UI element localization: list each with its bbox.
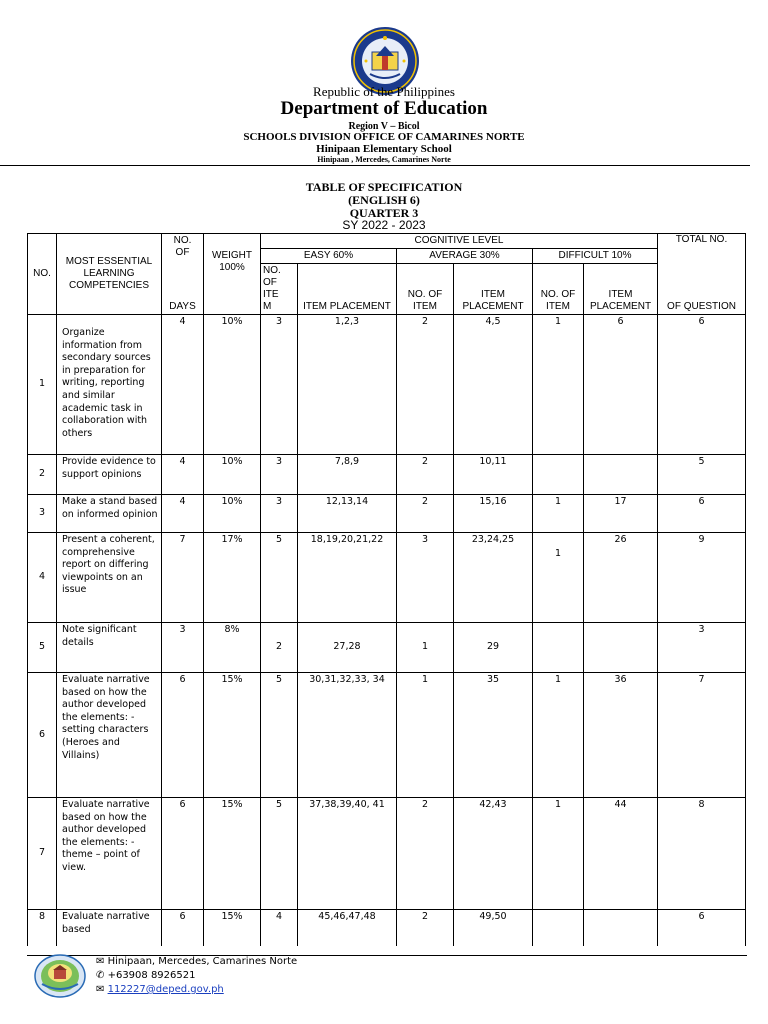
row-diff-placement — [584, 623, 658, 673]
row-avg-items: 2 — [397, 495, 454, 533]
row-days: 4 — [162, 315, 204, 455]
footer-email-link[interactable]: 112227@deped.gov.ph — [107, 984, 224, 995]
row-easy-placement: 30,31,32,33, 34 — [298, 673, 397, 798]
row-easy-placement: 27,28 — [298, 623, 397, 673]
footer-phone — [96, 970, 195, 981]
row-avg-placement: 23,24,25 — [454, 533, 533, 623]
row-total: 6 — [658, 910, 746, 946]
row-total: 9 — [658, 533, 746, 623]
col-header-diff-placement: ITEM PLACEMENT — [584, 264, 658, 315]
row-easy-items: 3 — [261, 455, 298, 495]
row-diff-placement: 44 — [584, 798, 658, 910]
row-diff-items: 1 — [533, 533, 584, 623]
row-competency: Present a coherent, comprehensive report on differing viewpoints on an issue — [57, 533, 162, 623]
col-header-weight: WEIGHT 100% — [204, 234, 261, 315]
row-easy-items: 5 — [261, 673, 298, 798]
row-avg-placement: 42,43 — [454, 798, 533, 910]
row-avg-items: 1 — [397, 673, 454, 798]
row-weight: 15% — [204, 910, 261, 946]
row-days: 4 — [162, 495, 204, 533]
row-weight: 15% — [204, 673, 261, 798]
school-year-label: SY 2022 - 2023 — [342, 218, 426, 232]
row-no: 6 — [28, 673, 57, 798]
col-header-avg-placement: ITEM PLACEMENT — [454, 264, 533, 315]
row-no: 2 — [28, 455, 57, 495]
row-competency: Note significant details — [57, 623, 162, 673]
row-avg-items: 2 — [397, 798, 454, 910]
row-days: 7 — [162, 533, 204, 623]
school-name: Hinipaan Elementary School — [316, 143, 452, 155]
row-diff-placement: 6 — [584, 315, 658, 455]
row-diff-items: 1 — [533, 673, 584, 798]
row-days: 6 — [162, 910, 204, 946]
footer-phone-text: +63908 8926521 — [107, 970, 196, 981]
row-no: 5 — [28, 623, 57, 673]
col-header-diff-items: NO. OF ITEM — [533, 264, 584, 315]
document-title: TABLE OF SPECIFICATION — [305, 180, 463, 194]
row-diff-placement: 36 — [584, 673, 658, 798]
region-label: Region V – Bicol — [348, 121, 420, 132]
col-header-days-bottom: DAYS — [169, 301, 196, 312]
row-easy-items: 4 — [261, 910, 298, 946]
department-title: Department of Education — [280, 98, 488, 119]
col-header-easy-placement: ITEM PLACEMENT — [298, 264, 397, 315]
row-avg-placement: 15,16 — [454, 495, 533, 533]
subject-label: (ENGLISH 6) — [348, 193, 420, 207]
row-weight: 15% — [204, 798, 261, 910]
row-avg-items: 2 — [397, 455, 454, 495]
row-total: 3 — [658, 623, 746, 673]
phone-icon: ✆ — [96, 970, 105, 981]
row-avg-items: 2 — [397, 910, 454, 946]
col-header-easy: EASY 60% — [261, 249, 397, 264]
row-competency: Make a stand based on informed opinion — [57, 495, 162, 533]
school-logo — [34, 954, 86, 998]
row-no: 1 — [28, 315, 57, 455]
col-header-mel: MOST ESSENTIAL LEARNING COMPETENCIES — [57, 234, 162, 315]
row-avg-placement: 4,5 — [454, 315, 533, 455]
row-avg-placement: 35 — [454, 673, 533, 798]
row-competency: Evaluate narrative based — [57, 910, 162, 946]
row-competency: Evaluate narrative based on how the author developed the elements: - setting characters (Heroes and Villains) — [57, 673, 162, 798]
row-diff-items: 1 — [533, 495, 584, 533]
row-weight: 8% — [204, 623, 261, 673]
table-row — [28, 533, 746, 623]
row-avg-items: 2 — [397, 315, 454, 455]
division-label: SCHOOLS DIVISION OFFICE OF CAMARINES NORTE — [243, 131, 525, 143]
row-diff-items: 1 — [533, 315, 584, 455]
row-easy-items: 3 — [261, 495, 298, 533]
table-row — [28, 673, 746, 798]
row-total: 6 — [658, 495, 746, 533]
row-weight: 17% — [204, 533, 261, 623]
envelope-icon: ✉ — [96, 984, 105, 995]
col-header-easy-items: NO. OF ITE M — [261, 264, 298, 315]
footer-address-text: Hinipaan, Mercedes, Camarines Norte — [107, 956, 298, 967]
table-row — [28, 495, 746, 533]
row-diff-items: 1 — [533, 798, 584, 910]
row-avg-placement: 49,50 — [454, 910, 533, 946]
row-weight: 10% — [204, 315, 261, 455]
mail-envelope-icon: ✉ — [96, 956, 105, 967]
footer-address — [96, 956, 297, 967]
col-header-total-bottom: OF QUESTION — [667, 301, 736, 312]
row-total: 5 — [658, 455, 746, 495]
footer-email[interactable] — [96, 984, 224, 995]
row-days: 6 — [162, 673, 204, 798]
row-no: 8 — [28, 910, 57, 946]
row-days: 6 — [162, 798, 204, 910]
table-row — [28, 315, 746, 455]
row-easy-placement: 12,13,14 — [298, 495, 397, 533]
row-easy-items: 2 — [261, 623, 298, 673]
table-row — [28, 455, 746, 495]
row-diff-items — [533, 455, 584, 495]
row-competency: Provide evidence to support opinions — [57, 455, 162, 495]
row-easy-items: 3 — [261, 315, 298, 455]
school-address: Hinipaan , Mercedes, Camarines Norte — [317, 155, 451, 164]
specification-table — [27, 233, 746, 946]
row-no: 3 — [28, 495, 57, 533]
republic-label: Republic of the Philippines — [313, 84, 455, 99]
row-total: 6 — [658, 315, 746, 455]
col-header-days-top: NO. OF — [173, 235, 192, 258]
col-header-average: AVERAGE 30% — [397, 249, 533, 264]
row-avg-items: 3 — [397, 533, 454, 623]
row-easy-items: 5 — [261, 533, 298, 623]
row-easy-placement: 7,8,9 — [298, 455, 397, 495]
row-easy-placement: 45,46,47,48 — [298, 910, 397, 946]
row-diff-items — [533, 623, 584, 673]
row-days: 3 — [162, 623, 204, 673]
row-no: 4 — [28, 533, 57, 623]
row-days: 4 — [162, 455, 204, 495]
row-easy-placement: 1,2,3 — [298, 315, 397, 455]
row-avg-placement: 29 — [454, 623, 533, 673]
row-weight: 10% — [204, 495, 261, 533]
row-diff-placement — [584, 910, 658, 946]
table-row — [28, 623, 746, 673]
table-row — [28, 798, 746, 910]
col-header-total-top: TOTAL NO. — [675, 234, 728, 245]
header-divider — [0, 165, 750, 166]
table-row — [28, 910, 746, 946]
row-diff-placement — [584, 455, 658, 495]
row-no: 7 — [28, 798, 57, 910]
quarter-label: QUARTER 3 — [349, 206, 419, 220]
row-diff-placement: 26 — [584, 533, 658, 623]
row-competency: Organize information from secondary sources in preparation for writing, reporting and similar academic task in collaboration with others — [57, 315, 162, 455]
col-header-days — [162, 234, 204, 315]
row-avg-placement: 10,11 — [454, 455, 533, 495]
row-diff-items — [533, 910, 584, 946]
row-easy-items: 5 — [261, 798, 298, 910]
col-header-difficult: DIFFICULT 10% — [533, 249, 658, 264]
row-total: 8 — [658, 798, 746, 910]
row-diff-placement: 17 — [584, 495, 658, 533]
col-header-no: NO. — [28, 234, 57, 315]
col-header-cognitive: COGNITIVE LEVEL — [261, 234, 658, 249]
row-weight: 10% — [204, 455, 261, 495]
row-avg-items: 1 — [397, 623, 454, 673]
row-competency: Evaluate narrative based on how the author developed the elements: - theme – point of view. — [57, 798, 162, 910]
col-header-total — [658, 234, 746, 315]
col-header-avg-items: NO. OF ITEM — [397, 264, 454, 315]
row-total: 7 — [658, 673, 746, 798]
row-easy-placement: 37,38,39,40, 41 — [298, 798, 397, 910]
row-easy-placement: 18,19,20,21,22 — [298, 533, 397, 623]
